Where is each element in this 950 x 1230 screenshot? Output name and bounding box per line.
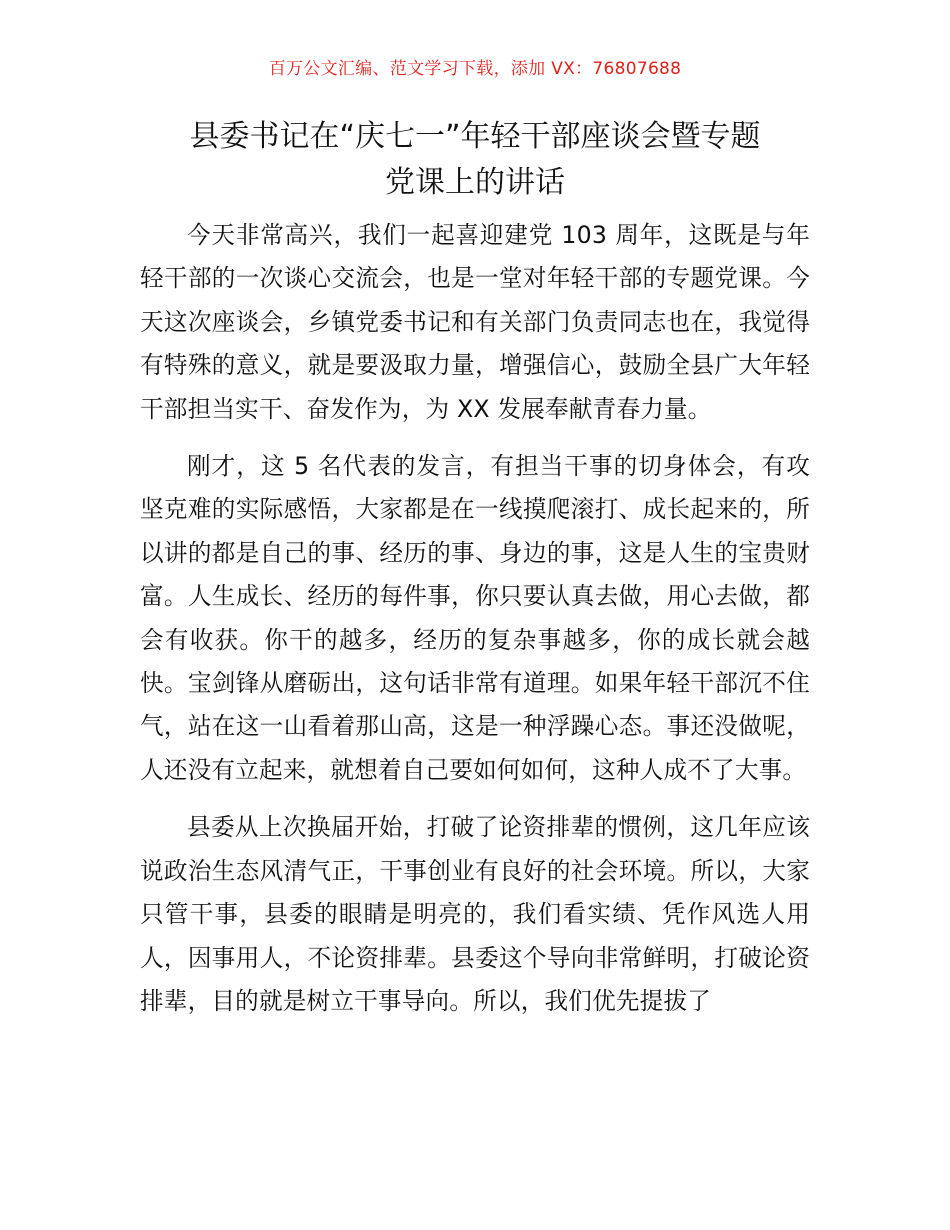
title-line-1: 县委书记在“庆七一”年轻干部座谈会暨专题 <box>189 119 761 154</box>
paragraph-2: 刚才，这 5 名代表的发言，有担当干事的切身体会，有攻坚克难的实际感悟，大家都是在一线摸爬滚打、成长起来的，所以讲的都是自己的事、经历的事、身边的事，这是人生的宝贵财富。人生成长、经历的每件事，你只要认真去做，用心去做，都会有收获。你干的越多，经历的复杂事越多，你的成长就会越快。宝剑锋从磨砺出，这句话非常有道理。如果年轻干部沉不住气，站在这一山看着那山高，这是一种浮躁心态。事还没做呢，人还没有立起来，就想着自己要如何如何，这种人成不了大事。 <box>140 452 810 784</box>
title-line-2: 党课上的讲话 <box>385 165 565 200</box>
paragraph-3: 县委从上次换届开始，打破了论资排辈的惯例，这几年应该说政治生态风清气正，干事创业有良好的社会环境。所以，大家只管干事，县委的眼睛是明亮的，我们看实绩、凭作风选人用人，因事用人，不论资排辈。县委这个导向非常鲜明，打破论资排辈，目的就是树立干事导向。所以，我们优先提拔了 <box>140 813 810 1015</box>
document-title <box>140 114 810 206</box>
document-body <box>140 214 810 1037</box>
paragraph-1: 今天非常高兴，我们一起喜迎建党 103 周年，这既是与年轻干部的一次谈心交流会，也是一堂对年轻干部的专题党课。今天这次座谈会，乡镇党委书记和有关部门负责同志也在，我觉得有特殊的意义，就是要汲取力量，增强信心，鼓励全县广大年轻干部担当实干、奋发作为，为 XX 发展奉献青春力量。 <box>140 221 810 423</box>
promo-banner: 百万公文汇编、范文学习下载，添加 VX：76807688 <box>268 59 682 79</box>
